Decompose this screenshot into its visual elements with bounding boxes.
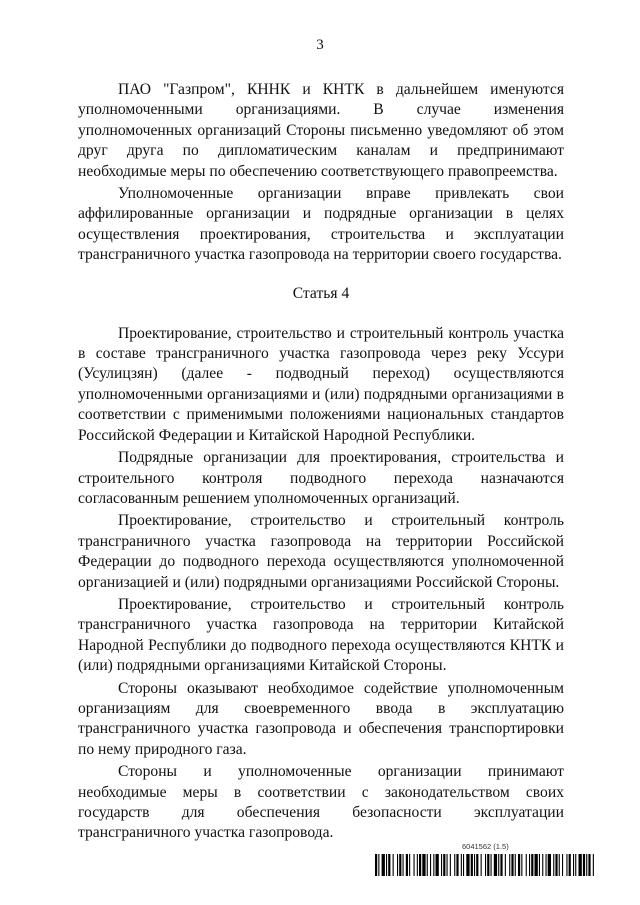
paragraph: Стороны оказывают необходимое содействие уполномоченным организациям для своевременного ввода в эксплуатацию трансграничного участка газопровода и обеспечения транспортировки по нему природного газа. xyxy=(78,679,564,758)
paragraph: Проектирование, строительство и строительный контроль трансграничного участка газопровода на территории Китайской Народной Республики до подводного перехода осуществляются КНТК и (или) подрядными организациями Китайской Стороны. xyxy=(78,595,564,675)
paragraph: Стороны и уполномоченные организации принимают необходимые меры в соответствии с законодательством своих государств для обеспечения безопасности эксплуатации трансграничного участка газопровода. xyxy=(78,763,564,842)
paragraph: Проектирование, строительство и строительный контроль трансграничного участка газопровода на территории Российской Федерации до подводного перехода осуществляются уполномоченной организацией и (или) подрядными организациями Российской Стороны. xyxy=(78,512,564,591)
paragraph: Уполномоченные организации вправе привлекать свои аффилированные организации и подрядные организации в целях осуществления проектирования, строительства и эксплуатации трансграничного участка газопровода на территории своего государства. xyxy=(78,185,564,264)
page-number: 3 xyxy=(316,37,324,53)
article-heading: Статья 4 xyxy=(292,284,350,302)
paragraph: Подрядные организации для проектирования, строительства и строительного контроля подводного перехода назначаются согласованным решением уполномоченных организаций. xyxy=(78,449,564,507)
paragraph: ПАО "Газпром", КННК и КНТК в дальнейшем именуются уполномоченными организациями. В случае изменения уполномоченных организаций Стороны письменно уведомляют об этом друг друга по дипломатическим каналам и предпринимают необходимые меры по обеспечению соответствующего правопреемства. xyxy=(78,81,564,180)
barcode-icon xyxy=(375,854,595,876)
paragraph: Проектирование, строительство и строительный контроль участка в составе трансграничного участка газопровода через реку Уссури (Усулицзян) (далее - подводный переход) осуществляются уполномоченными организациями и (или) подрядными организациями в соответствии с применимыми положениями национальных стандартов Российской Федерации и Китайской Народной Республики. xyxy=(78,324,564,444)
document-body xyxy=(78,80,564,844)
document-code: 6041562 (1.5) xyxy=(462,842,509,851)
